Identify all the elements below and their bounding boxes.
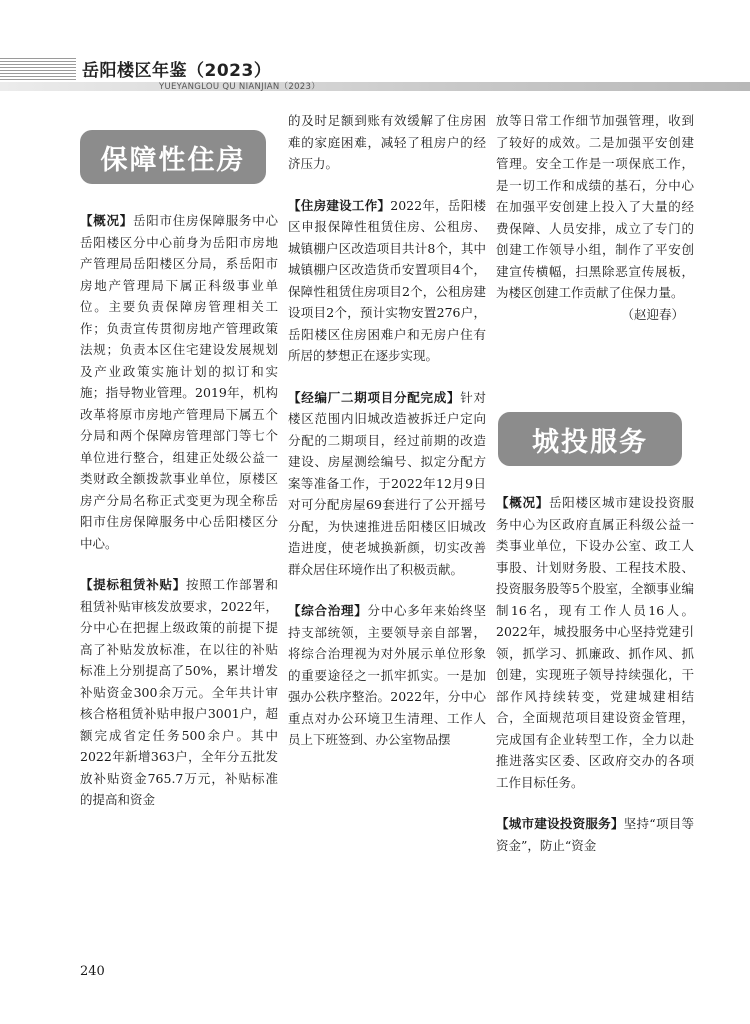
paragraph-governance-continued: 放等日常工作细节加强管理，收到了较好的成效。二是加强平安创建管理。安全工作是一项保底工作，是一切工作和成绩的基石，分中心在加强平安创建上投入了大量的经费保障、人员安排，成立了专门的创建工作领导小组，制作了平安创建宣传横幅，扫黑除恶宣传展板，为楼区创建工作贡献了住保力量。 <box>496 113 694 300</box>
page-number: 240 <box>80 964 105 979</box>
column-3 <box>496 110 694 325</box>
text-construction: 2022年，岳阳楼区申报保障性租赁住房、公租房、城镇棚户区改造项目共计8个，其中城镇棚户区改造货币安置项目4个，保障性租赁住房项目2个，公租房建设项目2个，预计实物安置276户，岳阳楼区住房困难户和无房户住有所居的梦想正在逐步实现。 <box>288 197 486 363</box>
heading-construction: 【住房建设工作】 <box>288 197 391 213</box>
column-1 <box>80 110 278 811</box>
text-governance-part1: 分中心多年来始终坚持支部统领，主要领导亲自部署，将综合治理视为对外展示单位形象的重要途径之一抓牢抓实。一是加强办公秩序整治。2022年，分中心重点对办公环境卫生清理、工作人员上下班签到、办公室物品摆 <box>288 603 486 747</box>
header-bar <box>0 82 750 91</box>
paragraph-urban-invest <box>496 813 694 856</box>
heading-factory: 【经编厂二期项目分配完成】 <box>288 389 461 405</box>
heading-urban-invest: 【城市建设投资服务】 <box>496 816 624 831</box>
header-decoration <box>0 58 76 80</box>
column-3-lower <box>496 412 694 856</box>
author-credit: （赵迎春） <box>621 306 684 322</box>
paragraph-governance <box>288 600 486 751</box>
column-2 <box>288 110 486 751</box>
paragraph-construction <box>288 195 486 367</box>
heading-governance: 【综合治理】 <box>288 603 368 618</box>
text-overview: 岳阳市住房保障服务中心岳阳楼区分中心前身为岳阳市房地产管理局岳阳楼区分局，系岳阳市房地产管理局下属正科级事业单位。主要负责保障房管理相关工作；负责宣传贯彻房地产管理政策法规；负责本区住宅建设发展规划及产业政策实施计划的拟订和实施；指导物业管理。2019年，机构改革将原市房地产管理局下属五个分局和两个保障房管理部门等七个单位进行整合，组建正处级公益一类财政全额拨款事业单位，原楼区房产分局名称正式变更为现全称岳阳市住房保障服务中心岳阳楼区分中心。 <box>80 213 278 551</box>
text-factory: 针对楼区范围内旧城改造被拆迁户定向分配的二期项目，经过前期的改造建设、房屋测绘编号、拟定分配方案等准备工作，于2022年12月9日对可分配房屋69套进行了公开摇号分配，为快速推进岳阳楼区旧城改造进度，使老城换新颜，切实改善群众居住环境作出了积极贡献。 <box>288 389 486 577</box>
paragraph-rent-subsidy-continued: 的及时足额到账有效缓解了住房困难的家庭困难，减轻了租房户的经济压力。 <box>288 113 486 171</box>
section-title-urban-invest: 城投服务 <box>498 412 682 466</box>
heading-overview: 【概况】 <box>80 213 133 228</box>
paragraph-urban-overview <box>496 492 694 793</box>
text-rent-subsidy-part1: 按照工作部署和租赁补贴审核发放要求，2022年，分中心在把握上级政策的前提下提高了补贴发放标准，在以往的补贴标准上分别提高了50%，累计增发补贴资金300余万元。全年共计审核合格租赁补贴申报户3001户，超额完成省定任务500余户。其中2022年新增363户，全年分五批发放补贴资金765.7万元，补贴标准的提高和资金 <box>80 577 278 807</box>
text-urban-overview: 岳阳楼区城市建设投资服务中心为区政府直属正科级公益一类事业单位，下设办公室、政工人事股、计划财务股、工程技术股、投资服务股等5个股室，全额事业编制16名，现有工作人员16人。2022年，城投服务中心坚持党建引领，抓学习、抓廉政、抓作风、抓创建，实现班子领导持续强化，干部作风持续转变，党建城建相结合，全面规范项目建设资金管理，完成国有企业转型工作，全力以赴推进落实区委、区政府交办的各项工作目标任务。 <box>496 495 694 790</box>
paragraph-housing-overview <box>80 210 278 554</box>
paragraph-factory <box>288 387 486 581</box>
text-urban-invest: 坚持“项目等资金”，防止“资金 <box>496 816 694 853</box>
heading-rent-subsidy: 【提标租赁补贴】 <box>80 577 186 592</box>
heading-urban-overview: 【概况】 <box>496 495 549 510</box>
book-title: 岳阳楼区年鉴（2023） <box>82 61 272 81</box>
book-subtitle: YUEYANGLOU QU NIANJIAN（2023） <box>159 82 320 92</box>
paragraph-rent-subsidy <box>80 574 278 811</box>
section-title-housing: 保障性住房 <box>80 130 266 184</box>
